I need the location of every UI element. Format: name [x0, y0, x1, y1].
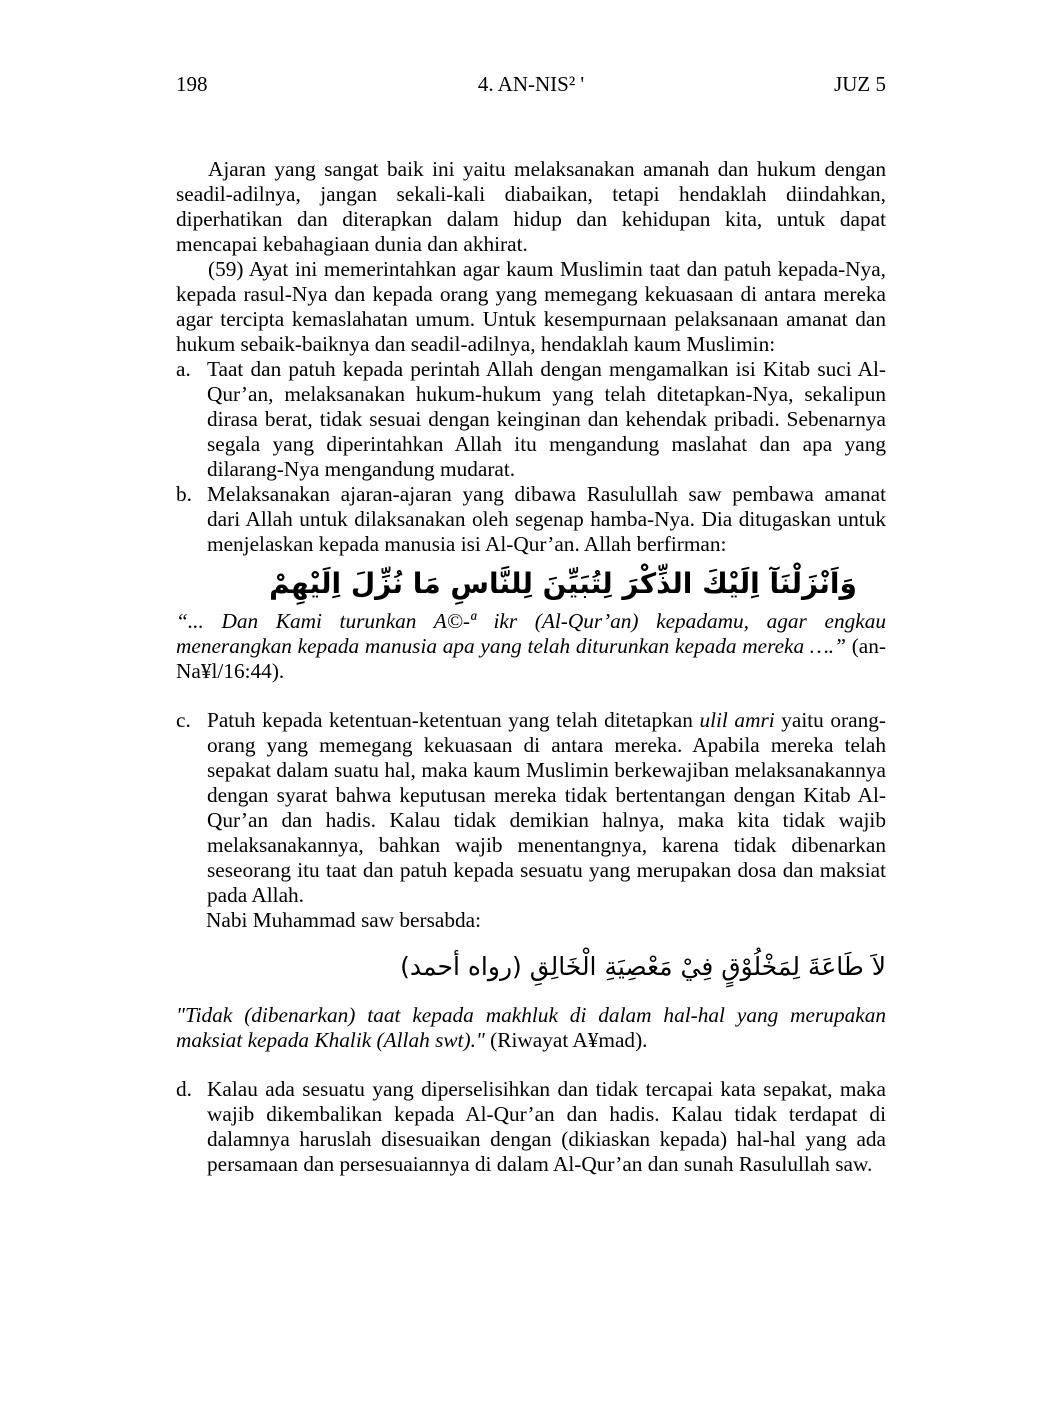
paragraph-verse-59: (59) Ayat ini memerintahkan agar kaum Muslimin taat dan patuh kepada-Nya, kepada rasul-Nya dan kepada orang yang memegang kekuasaan di antara mereka agar tercipta kemaslahatan umum. Untuk kesempurnaan pelaksanaan amanat dan hukum sebaik-baiknya dan seadil-adilnya, hendaklah kaum Muslimin: [176, 257, 886, 356]
hadith-translation-text: "Tidak (dibenarkan) taat kepada makhluk di dalam hal-hal yang merupakan maksiat kepada Khalik (Allah swt)." [176, 1003, 886, 1052]
term-ulil-amri: ulil amri [699, 708, 775, 732]
list-label-a: a. [176, 357, 191, 381]
list-item-c [176, 708, 886, 908]
verse-translation-text: “... Dan Kami turunkan A©-ª ikr (Al-Qur’an) kepadamu, agar engkau menerangkan kepada manusia apa yang telah diturunkan kepada mereka ….” [176, 609, 886, 658]
chapter-title: 4. AN-NIS² ' [477, 72, 585, 96]
list-label-b: b. [176, 482, 192, 506]
verse-reference: (an-Na¥l/16:44). [176, 634, 887, 683]
page-number: 198 [176, 72, 208, 96]
page-header [176, 72, 886, 100]
hadith-reference: (Riwayat A¥mad). [490, 1028, 648, 1052]
juz-label: JUZ 5 [834, 72, 886, 96]
list-text-c: Patuh kepada ketentuan-ketentuan yang telah ditetapkan ulil amri yaitu orang-orang yang memegang kekuasaan di antara mereka. Apabila mereka telah sepakat dalam suatu hal, maka kaum Muslimin berkewajiban melaksanakannya dengan syarat bahwa keputusan mereka tidak bertentangan dengan Kitab Al-Qur’an dan hadis. Kalau tidak demikian halnya, maka kita tidak wajib melaksanakannya, bahkan wajib menentangnya, karena tidak dibenarkan seseorang itu taat dan patuh kepada sesuatu yang merupakan dosa dan maksiat pada Allah. [207, 708, 886, 907]
page-body [176, 157, 886, 1177]
verse-translation [176, 609, 886, 684]
hadith-intro: Nabi Muhammad saw bersabda: [206, 908, 482, 932]
list-item-a [176, 357, 886, 482]
list-item-d [176, 1077, 886, 1177]
list-label-c: c. [176, 708, 191, 732]
hadith-arabic: لاَ طَاعَةَ لِمَخْلُوْقٍ فِيْ مَعْصِيَةِ الْخَالِقِ (رواه أحمد) [400, 952, 886, 981]
list-text-a: Taat dan patuh kepada perintah Allah dengan mengamalkan isi Kitab suci Al-Qur’an, melaksanakan hukum-hukum yang telah ditetapkan-Nya, sekalipun dirasa berat, tidak sesuai dengan keinginan dan kehendak pribadi. Sebenarnya segala yang diperintahkan Allah itu mengandung maslahat dan apa yang dilarang-Nya mengandung mudarat. [207, 357, 886, 481]
list-text-d: Kalau ada sesuatu yang diperselisihkan dan tidak tercapai kata sepakat, maka wajib dikembalikan kepada Al-Qur’an dan hadis. Kalau tidak terdapat di dalamnya haruslah disesuaikan dengan (dikiaskan kepada) hal-hal yang ada persamaan dan persesuaiannya di dalam Al-Qur’an dan sunah Rasulullah saw. [207, 1077, 886, 1176]
hadith-translation [176, 1003, 886, 1053]
list-text-b: Melaksanakan ajaran-ajaran yang dibawa Rasulullah saw pembawa amanat dari Allah untuk dilaksanakan oleh segenap hamba-Nya. Dia ditugaskan untuk menjelaskan kepada manusia isi Al-Qur’an. Allah berfirman: [207, 482, 886, 556]
paragraph-intro: Ajaran yang sangat baik ini yaitu melaksanakan amanah dan hukum dengan seadil-adilnya, jangan sekali-kali diabaikan, tetapi hendaklah diindahkan, diperhatikan dan diterapkan dalam hidup dan kehidupan kita, untuk dapat mencapai kebahagiaan dunia dan akhirat. [176, 157, 886, 256]
list-item-b [176, 482, 886, 557]
list-label-d: d. [176, 1077, 192, 1101]
quran-verse-arabic: وَاَنْزَلْنَآ اِلَيْكَ الذِّكْرَ لِتُبَيِّنَ لِلنَّاسِ مَا نُزِّلَ اِلَيْهِمْ [269, 567, 857, 600]
